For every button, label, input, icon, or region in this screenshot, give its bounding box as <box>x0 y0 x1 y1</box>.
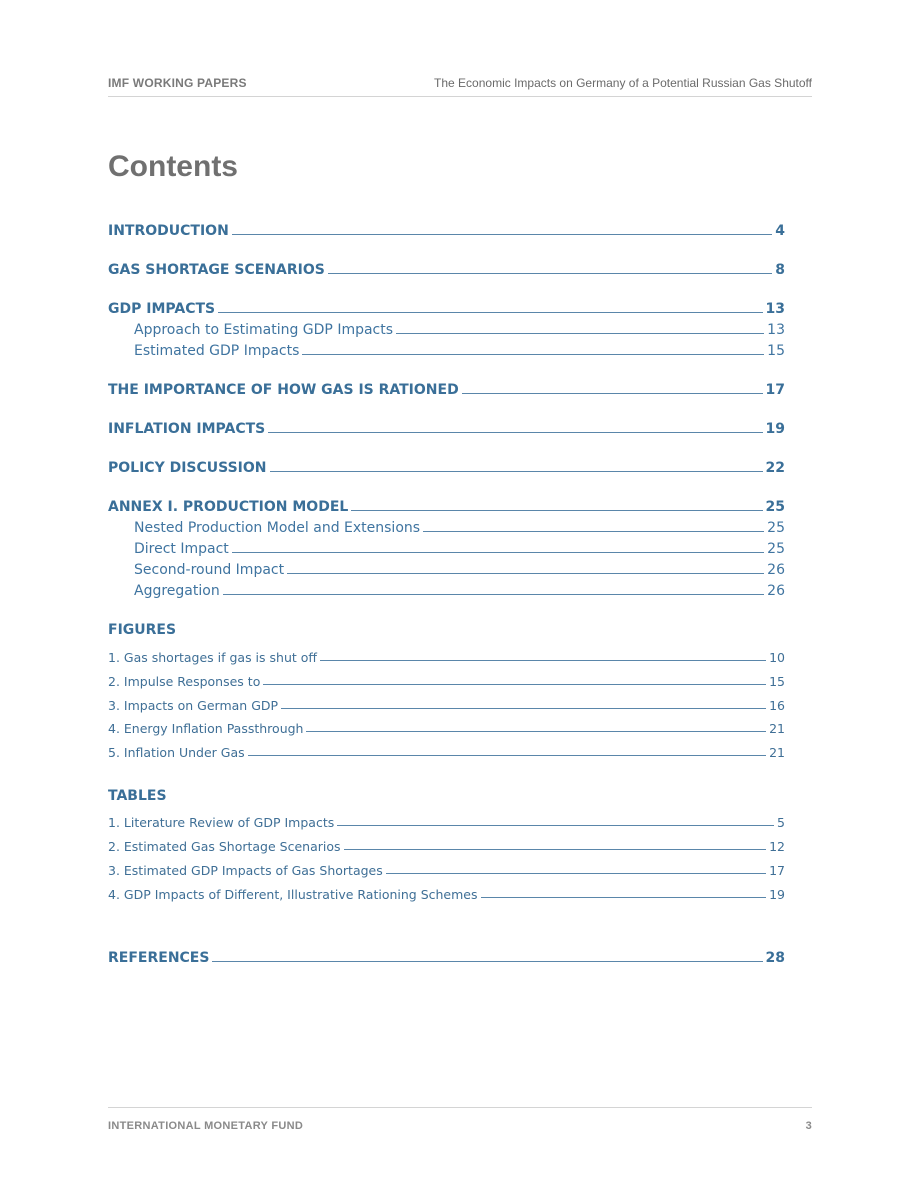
page-number: 3 <box>805 1120 812 1132</box>
toc-label: INTRODUCTION <box>108 223 229 239</box>
page-title: Contents <box>108 150 238 183</box>
toc-page: 10 <box>769 650 785 665</box>
toc-label: GAS SHORTAGE SCENARIOS <box>108 262 325 278</box>
toc-subentry[interactable] <box>108 516 785 536</box>
leader-line <box>270 470 763 472</box>
toc-page: 26 <box>767 562 785 578</box>
leader-line <box>232 551 764 553</box>
toc-entry[interactable] <box>108 456 785 476</box>
leader-line <box>287 572 764 574</box>
paper-title: The Economic Impacts on Germany of a Potential Russian Gas Shutoff <box>434 76 812 90</box>
toc-label: REFERENCES <box>108 950 210 966</box>
toc-entry[interactable] <box>108 219 785 239</box>
toc-label: Aggregation <box>134 583 220 599</box>
series-name: IMF WORKING PAPERS <box>108 76 247 90</box>
toc-page: 4 <box>775 223 785 239</box>
figure-entry[interactable] <box>108 671 785 689</box>
leader-line <box>248 754 766 756</box>
leader-line <box>386 872 766 874</box>
toc-page: 25 <box>765 499 785 515</box>
toc-label: Nested Production Model and Extensions <box>134 520 421 536</box>
toc-page: 21 <box>769 745 785 760</box>
toc-page: 19 <box>769 887 785 902</box>
leader-line <box>268 431 762 433</box>
toc-page: 15 <box>767 343 785 359</box>
figure-entry[interactable] <box>108 742 785 760</box>
toc-page: 13 <box>767 322 785 338</box>
table-entry[interactable] <box>108 812 785 830</box>
leader-line <box>212 960 762 962</box>
toc-label: 1. Literature Review of GDP Impacts <box>108 815 335 830</box>
toc-subentry[interactable] <box>108 318 785 338</box>
toc-entry[interactable] <box>108 297 785 317</box>
toc-page: 16 <box>769 698 785 713</box>
leader-line <box>320 659 766 661</box>
leader-line <box>263 683 766 685</box>
leader-line <box>337 824 774 826</box>
toc-label: 2. Estimated Gas Shortage Scenarios <box>108 839 341 854</box>
toc-subentry[interactable] <box>108 558 785 578</box>
toc-page: 19 <box>765 421 785 437</box>
toc-subentry[interactable] <box>108 579 785 599</box>
toc-page: 5 <box>777 815 785 830</box>
figure-entry[interactable] <box>108 647 785 665</box>
leader-line <box>306 730 766 732</box>
toc-page: 12 <box>769 839 785 854</box>
toc-label: THE IMPORTANCE OF HOW GAS IS RATIONED <box>108 382 459 398</box>
toc-page: 8 <box>775 262 785 278</box>
toc-label: 2. Impulse Responses to <box>108 674 261 689</box>
toc-page: 26 <box>767 583 785 599</box>
leader-line <box>218 311 762 313</box>
leader-line <box>223 593 764 595</box>
toc-page: 22 <box>765 460 785 476</box>
table-entry[interactable] <box>108 836 785 854</box>
table-entry[interactable] <box>108 860 785 878</box>
tables-heading: TABLES <box>108 788 167 804</box>
toc-page: 17 <box>765 382 785 398</box>
toc-label: ANNEX I. PRODUCTION MODEL <box>108 499 349 515</box>
figure-entry[interactable] <box>108 695 785 713</box>
leader-line <box>302 353 764 355</box>
toc-label: 5. Inflation Under Gas <box>108 745 245 760</box>
toc-subentry[interactable] <box>108 339 785 359</box>
toc-entry[interactable] <box>108 417 785 437</box>
footer-org: INTERNATIONAL MONETARY FUND <box>108 1120 304 1132</box>
toc-page: 15 <box>769 674 785 689</box>
toc-entry[interactable] <box>108 495 785 515</box>
toc-subentry[interactable] <box>108 537 785 557</box>
toc-label: 4. GDP Impacts of Different, Illustrative Rationing Schemes <box>108 887 478 902</box>
leader-line <box>328 272 772 274</box>
leader-line <box>232 233 772 235</box>
running-header <box>108 76 812 97</box>
toc-label: 1. Gas shortages if gas is shut off <box>108 650 318 665</box>
running-footer <box>108 1107 812 1132</box>
leader-line <box>423 530 764 532</box>
leader-line <box>281 707 766 709</box>
toc-entry[interactable] <box>108 258 785 278</box>
toc-label: 4. Energy Inflation Passthrough <box>108 721 304 736</box>
toc-label: Direct Impact <box>134 541 229 557</box>
toc-entry[interactable] <box>108 378 785 398</box>
toc-page: 28 <box>765 950 785 966</box>
figure-entry[interactable] <box>108 718 785 736</box>
toc-page: 25 <box>767 541 785 557</box>
toc-label: 3. Estimated GDP Impacts of Gas Shortages <box>108 863 383 878</box>
leader-line <box>481 896 767 898</box>
leader-line <box>462 392 763 394</box>
toc-label: 3. Impacts on German GDP <box>108 698 279 713</box>
toc-label: Second-round Impact <box>134 562 285 578</box>
figures-heading: FIGURES <box>108 622 177 638</box>
toc-label: GDP IMPACTS <box>108 301 216 317</box>
toc-label: Estimated GDP Impacts <box>134 343 300 359</box>
toc-page: 21 <box>769 721 785 736</box>
toc-entry-references[interactable] <box>108 946 785 966</box>
leader-line <box>344 848 767 850</box>
leader-line <box>351 509 762 511</box>
toc-label: INFLATION IMPACTS <box>108 421 266 437</box>
leader-line <box>396 332 764 334</box>
toc-label: Approach to Estimating GDP Impacts <box>134 322 394 338</box>
toc-page: 25 <box>767 520 785 536</box>
toc-page: 13 <box>765 301 785 317</box>
table-entry[interactable] <box>108 884 785 902</box>
toc-label: POLICY DISCUSSION <box>108 460 267 476</box>
toc-page: 17 <box>769 863 785 878</box>
